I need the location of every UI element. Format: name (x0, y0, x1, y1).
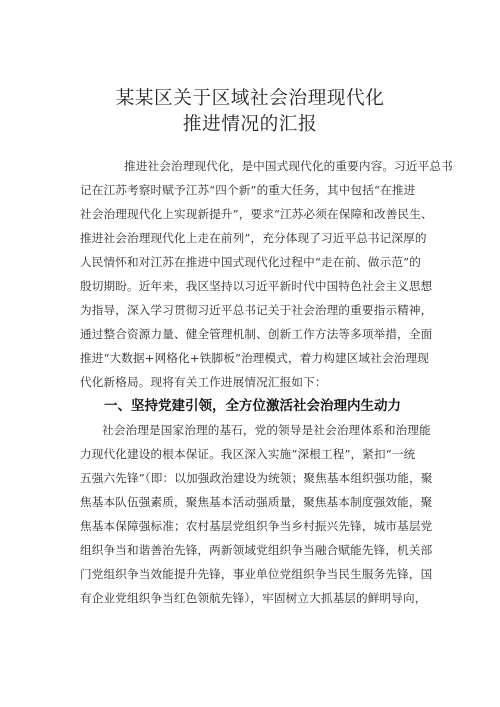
section-1-line: 焦基本保障强标准；农村基层党组织争当乡村振兴先锋，城市基层党 (80, 519, 433, 533)
intro-line: 通过整合资源力量、健全管理机制、创新工作方法等多项举措，全面 (80, 327, 433, 341)
intro-line: 推进“大数据+网格化+铁脚板”治理模式，着力构建区域社会治理现 (80, 351, 429, 365)
section-1-line: 五强六先锋”（即：以加强政治建设为统领；聚焦基本组织强功能，聚 (80, 471, 433, 485)
section-1-line: 力现代化建设的根本保证。我区深入实施“深根工程”，紧扣“一统 (80, 447, 416, 461)
section-1-line: 焦基本队伍强素质，聚焦基本活动强质量，聚焦基本制度强效能，聚 (80, 495, 433, 509)
intro-line: 记在江苏考察时赋予江苏“四个新”的重大任务，其中包括“在推进 (80, 183, 416, 197)
intro-line: 殷切期盼。近年来，我区坚持以习近平新时代中国特色社会主义思想 (80, 279, 433, 293)
section-1-line: 门党组织争当效能提升先锋，事业单位党组织争当民生服务先锋，国 (80, 567, 433, 581)
document-title-line-2: 推进情况的汇报 (182, 114, 318, 135)
section-1-line: 有企业党组织争当红色领航先锋），牢固树立大抓基层的鲜明导向， (80, 591, 427, 605)
section-1-heading: 一、坚持党建引领，全方位激活社会治理内生动力 (104, 398, 401, 414)
intro-line: 代化新格局。现将有关工作进展情况汇报如下： (80, 375, 327, 389)
document-title-line-1: 某某区关于区域社会治理现代化 (115, 88, 385, 109)
intro-line: 推进社会治理现代化上走在前列”，充分体现了习近平总书记深厚的 (80, 231, 427, 245)
intro-line: 为指导，深入学习贯彻习近平总书记关于社会治理的重要指示精神， (80, 303, 433, 317)
intro-line: 推进社会治理现代化，是中国式现代化的重要内容。习近平总书 (124, 159, 453, 173)
section-1-line: 社会治理是国家治理的基石，党的领导是社会治理体系和治理能 (102, 423, 431, 437)
section-1-line: 组织争当和谐善治先锋，两新领域党组织争当融合赋能先锋，机关部 (80, 543, 433, 557)
intro-line: 人民情怀和对江苏在推进中国式现代化过程中“走在前、做示范”的 (80, 255, 421, 269)
intro-line: 社会治理现代化上实现新提升”，要求“江苏必须在保障和改善民生、 (80, 207, 433, 221)
